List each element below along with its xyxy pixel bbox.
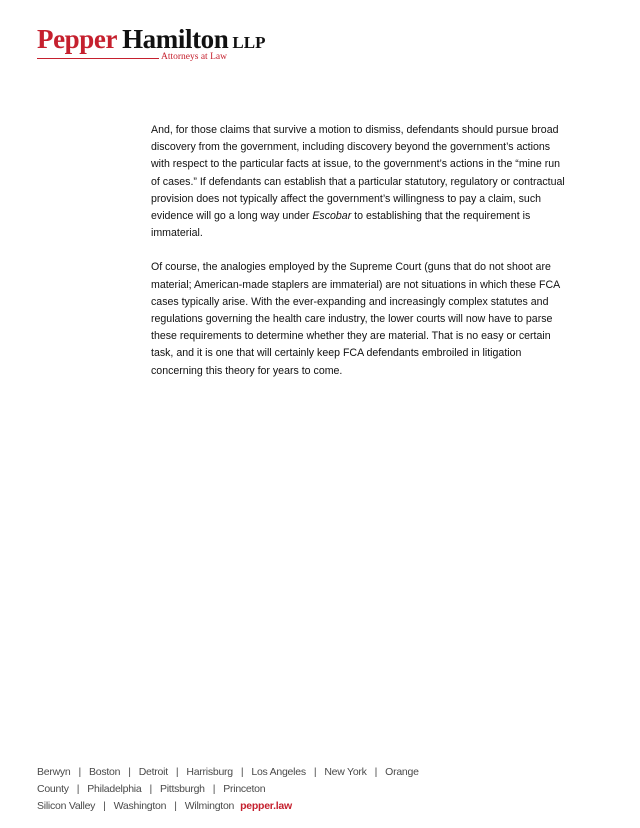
logo-suffix: LLP <box>232 33 266 52</box>
office-boston: Boston <box>89 766 121 778</box>
footer-separator: | <box>175 766 179 778</box>
office-los-angeles: Los Angeles <box>251 766 306 778</box>
office-footer <box>37 764 607 815</box>
office-philadelphia: Philadelphia <box>87 783 142 795</box>
office-new-york: New York <box>324 766 367 778</box>
footer-separator: | <box>103 800 106 812</box>
footer-separator: | <box>78 766 81 778</box>
case-name-italic: Escobar <box>312 210 352 223</box>
logo-tagline: Attorneys at Law <box>161 52 227 62</box>
footer-separator: | <box>128 766 131 778</box>
logo-name-pepper: Pepper <box>37 24 118 54</box>
office-berwyn: Berwyn <box>37 766 71 778</box>
office-wilmington: Wilmington <box>184 800 235 812</box>
office-princeton: Princeton <box>223 783 266 795</box>
office-washington: Washington <box>113 800 167 812</box>
office-pittsburgh: Pittsburgh <box>159 783 205 795</box>
paragraph-1-text-a: And, for those claims that survive a motion to dismiss, defendants should pursue broad discovery from the government, including discovery beyond the government’s actions with respect to the particular facts at issue, to the government’s actions in the “mine run of cases.” If defendants can establish that a particular statutory, regulatory or contractual provision does not typically affect the government’s willingness to pay a claim, such evidence will go a long way under <box>151 124 565 223</box>
footer-separator: | <box>212 783 216 795</box>
document-body <box>151 122 566 397</box>
logo-name-hamilton: Hamilton <box>122 24 229 54</box>
footer-separator: | <box>76 783 80 795</box>
footer-separator: | <box>174 800 177 812</box>
office-silicon-valley: Silicon Valley <box>37 800 96 812</box>
office-orange-county: Orange County <box>37 766 419 795</box>
office-harrisburg: Harrisburg <box>186 766 233 778</box>
firm-logo <box>37 24 266 66</box>
paragraph-2: Of course, the analogies employed by the Supreme Court (guns that do not shoot are material; American-made staplers are immaterial) are not situations in which these FCA cases typically arise. With the ever-expanding and increasingly complex statutes and regulations governing the health care industry, the lower courts will now have to parse these requirements to determine whether they are material. That is no easy or certain task, and it is one that will certainly keep FCA defendants embroiled in litigation concerning this theory for years to come. <box>151 261 560 377</box>
logo-rule <box>37 58 159 59</box>
office-detroit: Detroit <box>138 766 168 778</box>
footer-separator: | <box>374 766 378 778</box>
footer-separator: | <box>313 766 317 778</box>
website-link[interactable]: pepper.law <box>240 800 292 812</box>
paragraph-1-text-b: to establishing that the requirement is immaterial. <box>151 210 531 240</box>
footer-separator: | <box>149 783 152 795</box>
paragraph-1 <box>151 122 566 242</box>
logo-wordmark <box>37 26 265 53</box>
footer-separator: | <box>240 766 244 778</box>
